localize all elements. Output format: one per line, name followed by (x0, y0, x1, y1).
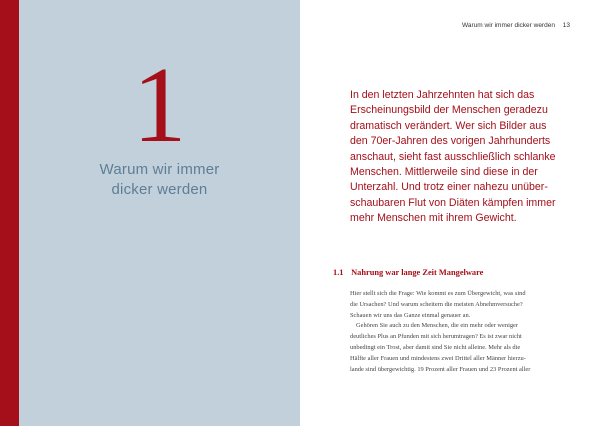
body-line: Hier stellt sich die Frage: Wie kommt es zum Übergewicht, was sind (350, 290, 526, 297)
chapter-title-line: Warum wir immer (99, 161, 220, 178)
lead-line: Menschen. Mittlerweile sind diese in der (350, 166, 538, 179)
body-line: Gehören Sie auch zu den Menschen, die ein mehr oder weniger (356, 322, 519, 330)
body-line: Schauen wir uns das Ganze einmal genauer an. (350, 311, 471, 319)
chapter-color-bar (0, 0, 19, 426)
lead-line: dramatisch verändert. Wer sich Bilder aus (350, 119, 547, 132)
running-header (462, 22, 570, 29)
body-line: lande sind übergewichtig. 19 Prozent aller Frauen und 23 Prozent aller (350, 365, 531, 373)
section-title: Nahrung war lange Zeit Mangelware (351, 268, 484, 277)
lead-line: Erscheinungsbild der Menschen geradezu (350, 104, 548, 117)
section-heading (333, 268, 573, 277)
lead-line: schaubaren Flut von Diäten kämpfen immer (350, 196, 556, 209)
section-number: 1.1 (333, 268, 344, 277)
lead-line: mehr Menschen mit ihrem Gewicht. (350, 212, 517, 225)
chapter-number: 1 (132, 46, 187, 165)
page-number: 13 (562, 22, 570, 29)
body-line: Hälfte aller Frauen und mindestens zwei Drittel aller Männer hierzu- (350, 354, 526, 362)
chapter-title (19, 160, 300, 200)
body-paragraphs (350, 289, 575, 375)
lead-line: den 70er-Jahren des vorigen Jahrhunderts (350, 135, 551, 148)
lead-line: In den letzten Jahrzehnten hat sich das (350, 89, 535, 101)
lead-line: Unterzahl. Und trotz einer nahezu unüber- (350, 181, 548, 194)
body-line: die Ursachen? Und warum scheitern die meisten Abnehmversuche? (350, 300, 523, 308)
lead-line: anschaut, sieht fast ausschließlich schlanke (350, 150, 556, 163)
running-header-title: Warum wir immer dicker werden (462, 22, 555, 29)
lead-paragraph (350, 88, 575, 227)
body-line: deutliches Plus an Pfunden mit sich herumtragen? Es ist zwar nicht (350, 333, 522, 341)
chapter-title-line: dicker werden (111, 181, 208, 198)
body-line: unbedingt ein Trost, aber damit sind Sie nicht alleine. Mehr als die (350, 343, 521, 351)
